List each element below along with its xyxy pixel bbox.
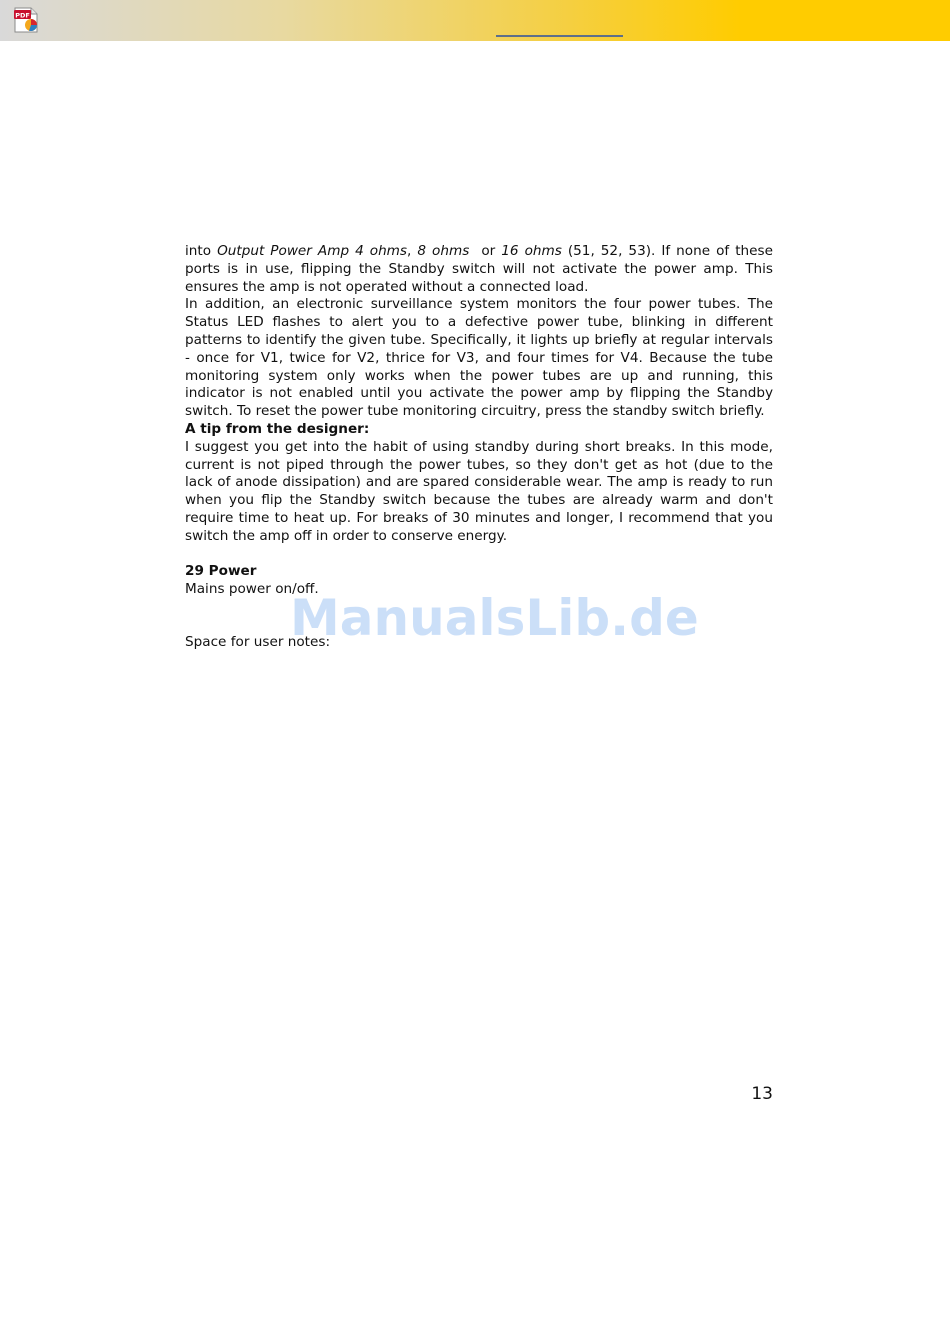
text-into: into: [185, 243, 218, 259]
pdf-icon-label: PDF: [15, 11, 30, 20]
user-notes-label: Space for user notes:: [185, 633, 331, 650]
text-output-ports-rest: (51, 52, 53). If none of these ports is in use, flipping the Standby switch will not activate the power amp. This ensures the amp is not operated without a connected load.: [185, 243, 773, 295]
text-output-power-amp: Output Power Amp 4 ohms: [217, 243, 408, 259]
page-number: 13: [751, 1084, 773, 1104]
text-16-ohms: 16 ohms: [501, 243, 562, 259]
power-text: Mains power on/off.: [185, 581, 319, 598]
tip-heading: A tip from the designer:: [185, 420, 370, 437]
paragraph-tube-monitoring: In addition, an electronic surveillance system monitors the four power tubes. The Status LED flashes to alert you to a defective power tube, blinking in different patterns to identify the given tube. Specifically, it lights up briefly at regular intervals - once for V1, twice for V2, thrice for V3, and four times for V4. Because the tube monitoring system only works when the power tubes are up and running, this indicator is not enabled until you activate the power amp by flipping the Standby switch. To reset the power tube monitoring circuitry, press the standby switch briefly.: [185, 296, 773, 420]
document-body: [185, 243, 773, 652]
top-toolbar: [0, 0, 950, 41]
paragraph-output-ports: [185, 243, 773, 296]
text-8-ohms: 8 ohms: [417, 243, 470, 259]
toolbar-underline: [496, 35, 623, 37]
tip-text: I suggest you get into the habit of using standby during short breaks. In this mode, current is not piped through the power tubes, so they don't get as hot (due to the lack of anode dissipation) and are spared considerable wear. The amp is ready to run when you flip the Standby switch because the tubes are already warm and don't require time to heat up. For breaks of 30 minutes and longer, I recommend that you switch the amp off in order to conserve energy.: [185, 438, 773, 544]
text-comma: ,: [407, 243, 418, 259]
watermark: ManualsLib.de: [290, 589, 699, 647]
pdf-icon[interactable]: [12, 6, 40, 34]
power-heading: 29 Power: [185, 563, 257, 580]
text-or: or: [469, 243, 502, 259]
